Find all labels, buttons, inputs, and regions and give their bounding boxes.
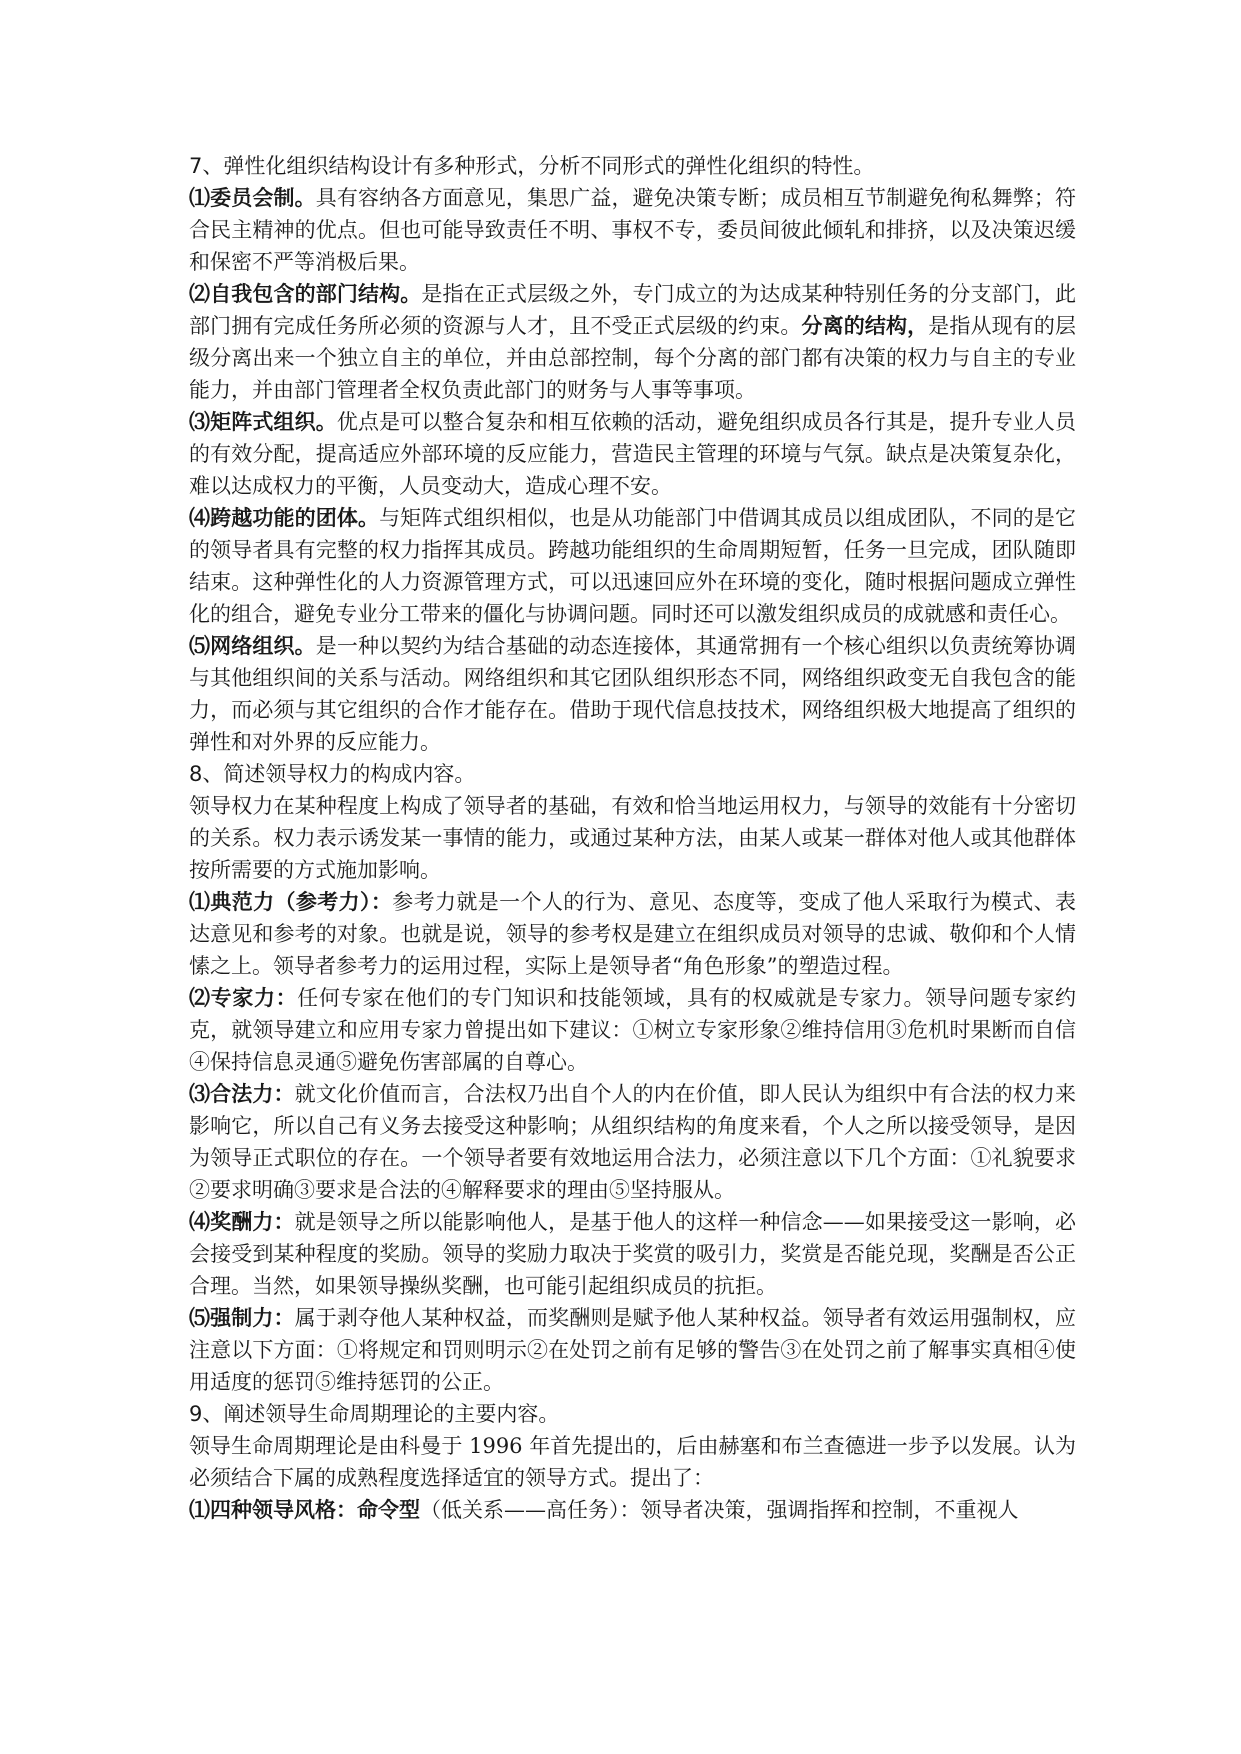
q8-item-2-text: 任何专家在他们的专门知识和技能领域，具有的权威就是专家力。领导问题专家约克，就领导建立和应用专家力曾提出如下建议：①树立专家形象②维持信用③危机时果断而自信④保持信息灵通⑤避免伤害部属的自尊心。 bbox=[189, 986, 1076, 1074]
q7-item-3-lead: ⑶矩阵式组织。 bbox=[189, 410, 337, 434]
q8-item-3 bbox=[189, 1078, 1076, 1206]
q7-item-4 bbox=[189, 502, 1076, 630]
q7-item-4-lead: ⑷跨越功能的团体。 bbox=[189, 506, 380, 530]
q9-item-1-lead2: 命令型 bbox=[357, 1498, 420, 1522]
q8-item-5 bbox=[189, 1302, 1076, 1398]
q7-item-5-text: 是一种以契约为结合基础的动态连接体，其通常拥有一个核心组织以负责统筹协调与其他组织间的关系与活动。网络组织和其它团队组织形态不同，网络组织政变无自我包含的能力，而必须与其它组织的合作才能存在。借助于现代信息技技术，网络组织极大地提高了组织的弹性和对外界的反应能力。 bbox=[189, 634, 1076, 754]
q7-item-1-text: 具有容纳各方面意见，集思广益，避免决策专断；成员相互节制避免徇私舞弊；符合民主精神的优点。但也可能导致责任不明、事权不专，委员间彼此倾轧和排挤，以及决策迟缓和保密不严等消极后果。 bbox=[189, 186, 1076, 274]
q7-item-5-lead: ⑸网络组织。 bbox=[189, 634, 316, 658]
q9-item-1 bbox=[189, 1494, 1076, 1526]
document-body bbox=[189, 150, 1076, 1526]
q7-item-2-text: 是指在正式层级之外，专门成立的为达成某种特别任务的分支部门，此部门拥有完成任务所必须的资源与人才，且不受正式层级的约束。 bbox=[189, 282, 1076, 338]
q8-item-4 bbox=[189, 1206, 1076, 1302]
q9-intro: 领导生命周期理论是由科曼于 1996 年首先提出的，后由赫塞和布兰查德进一步予以发展。认为必须结合下属的成熟程度选择适宜的领导方式。提出了： bbox=[189, 1434, 1076, 1490]
q8-item-5-text: 属于剥夺他人某种权益，而奖酬则是赋予他人某种权益。领导者有效运用强制权，应注意以下方面：①将规定和罚则明示②在处罚之前有足够的警告③在处罚之前了解事实真相④使用适度的惩罚⑤维持惩罚的公正。 bbox=[189, 1306, 1076, 1394]
question-9-title: 9、阐述领导生命周期理论的主要内容。 bbox=[189, 1402, 560, 1426]
q8-item-5-lead: ⑸强制力： bbox=[189, 1306, 295, 1330]
question-8-title: 8、简述领导权力的构成内容。 bbox=[189, 762, 476, 786]
q7-item-2-lead: ⑵自我包含的部门结构。 bbox=[189, 282, 422, 306]
q8-intro: 领导权力在某种程度上构成了领导者的基础，有效和恰当地运用权力，与领导的效能有十分密切的关系。权力表示诱发某一事情的能力，或通过某种方法，由某人或某一群体对他人或其他群体按所需要的方式施加影响。 bbox=[189, 794, 1076, 882]
q9-item-1-text: （低关系——高任务）：领导者决策，强调指挥和控制，不重视人 bbox=[420, 1498, 1019, 1522]
q9-item-1-lead: ⑴四种领导风格： bbox=[189, 1498, 357, 1522]
q8-item-1-lead: ⑴典范力（参考力）： bbox=[189, 890, 393, 914]
q8-item-3-lead: ⑶合法力： bbox=[189, 1082, 295, 1106]
q7-item-1 bbox=[189, 182, 1076, 278]
q8-item-4-lead: ⑷奖酬力： bbox=[189, 1210, 295, 1234]
question-7-title: 7、弹性化组织结构设计有多种形式，分析不同形式的弹性化组织的特性。 bbox=[189, 154, 875, 178]
q8-item-2-lead: ⑵专家力： bbox=[189, 986, 298, 1010]
q7-item-3-text: 优点是可以整合复杂和相互依赖的活动，避免组织成员各行其是，提升专业人员的有效分配，提高适应外部环境的反应能力，营造民主管理的环境与气氛。缺点是决策复杂化，难以达成权力的平衡，人员变动大，造成心理不安。 bbox=[189, 410, 1077, 498]
q7-item-5 bbox=[189, 630, 1076, 758]
q7-item-4-text: 与矩阵式组织相似，也是从功能部门中借调其成员以组成团队，不同的是它的领导者具有完整的权力指挥其成员。跨越功能组织的生命周期短暂，任务一旦完成，团队随即结束。这种弹性化的人力资源管理方式，可以迅速回应外在环境的变化，随时根据问题成立弹性化的组合，避免专业分工带来的僵化与协调问题。同时还可以激发组织成员的成就感和责任心。 bbox=[189, 506, 1077, 626]
q7-item-2-text2: 是指从现有的层级分离出来一个独立自主的单位，并由总部控制，每个分离的部门都有决策的权力与自主的专业能力，并由部门管理者全权负责此部门的财务与人事等事项。 bbox=[189, 314, 1077, 402]
q7-item-1-lead: ⑴委员会制。 bbox=[189, 186, 316, 210]
q7-item-2-lead2: 分离的结构， bbox=[801, 314, 929, 338]
q8-item-4-text: 就是领导之所以能影响他人，是基于他人的这样一种信念——如果接受这一影响，必会接受到某种程度的奖励。领导的奖励力取决于奖赏的吸引力，奖赏是否能兑现，奖酬是否公正合理。当然，如果领导操纵奖酬，也可能引起组织成员的抗拒。 bbox=[189, 1210, 1076, 1298]
q7-item-2 bbox=[189, 278, 1076, 406]
q7-item-3 bbox=[189, 406, 1076, 502]
q8-item-1 bbox=[189, 886, 1076, 982]
q8-item-1-text: 参考力就是一个人的行为、意见、态度等，变成了他人采取行为模式、表达意见和参考的对象。也就是说，领导的参考权是建立在组织成员对领导的忠诚、敬仰和个人情愫之上。领导者参考力的运用过程，实际上是领导者“角色形象”的塑造过程。 bbox=[189, 890, 1076, 978]
q8-item-2 bbox=[189, 982, 1076, 1078]
q8-item-3-text: 就文化价值而言，合法权乃出自个人的内在价值，即人民认为组织中有合法的权力来影响它，所以自己有义务去接受这种影响；从组织结构的角度来看，个人之所以接受领导，是因为领导正式职位的存在。一个领导者要有效地运用合法力，必须注意以下几个方面：①礼貌要求②要求明确③要求是合法的④解释要求的理由⑤坚持服从。 bbox=[189, 1082, 1076, 1202]
